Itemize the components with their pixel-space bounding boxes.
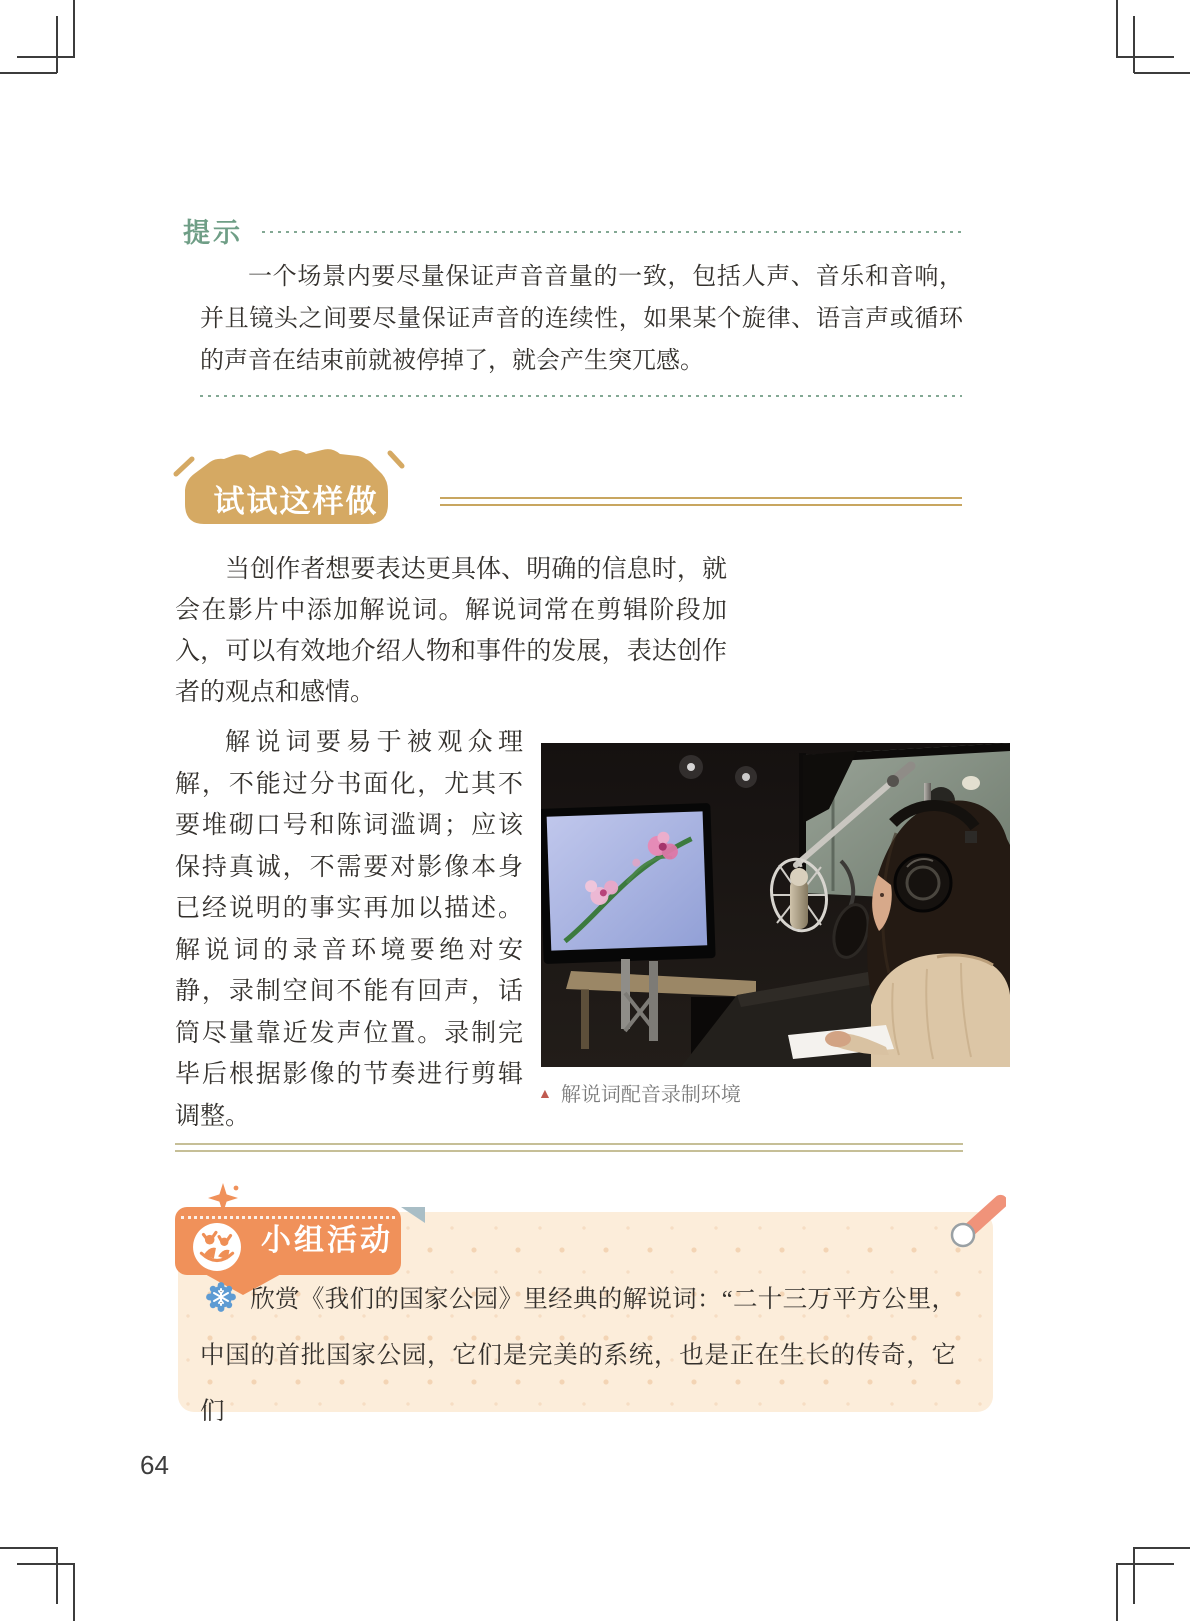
- pencil-icon: [936, 1190, 1006, 1256]
- group-activity-text: 欣赏《我们的国家公园》里经典的解说词：“二十三万平方公里，中国的首批国家公园，它们是完美的系统，也是正在生长的传奇，它们: [200, 1286, 956, 1425]
- gold-double-rule: [440, 497, 962, 506]
- try-section-banner: [172, 446, 422, 534]
- tip-heading: 提示: [183, 218, 243, 248]
- tip-dashed-rule-bottom: [200, 395, 962, 397]
- try-section-banner-label: 试试这样做: [213, 484, 379, 519]
- group-activity-text-block: [200, 1272, 956, 1440]
- figure-caption-text: 解说词配音录制环境: [560, 1084, 741, 1106]
- blue-snowflake-bullet-icon: [206, 1277, 236, 1307]
- section-divider-rule: [175, 1143, 963, 1152]
- tip-dashed-rule-top: [262, 231, 962, 233]
- four-point-star-icon: [208, 1182, 242, 1216]
- red-triangle-marker-icon: ▲: [538, 1084, 552, 1101]
- people-raising-hands-icon: [192, 1222, 242, 1272]
- tip-body-text: 一个场景内要尽量保证声音音量的一致，包括人声、音乐和音响，并且镜头之间要尽量保证声音的连续性，如果某个旋律、语言声或循环的声音在结束前就被停掉了，就会产生突兀感。: [200, 264, 963, 374]
- group-activity-banner-label: 小组活动: [261, 1224, 393, 1257]
- try-paragraph-2: 解说词要易于被观众理解，不能过分书面化，尤其不要堆砌口号和陈词滥调；应该保持真诚，不需要对影像本身已经说明的事实再加以描述。解说词的录音环境要绝对安静，录制空间不能有回声，话筒尽量靠近发声位置。录制完毕后根据影像的节奏进行剪辑调整。: [175, 729, 523, 1130]
- page-number: 64: [140, 1450, 169, 1480]
- figure-caption: [538, 1078, 741, 1107]
- try-paragraph-1: 当创作者想要表达更具体、明确的信息时，就会在影片中添加解说词。解说词常在剪辑阶段加入，可以有效地介绍人物和事件的发展，表达创作者的观点和感情。: [175, 556, 727, 706]
- studio-photo: [541, 743, 1010, 1067]
